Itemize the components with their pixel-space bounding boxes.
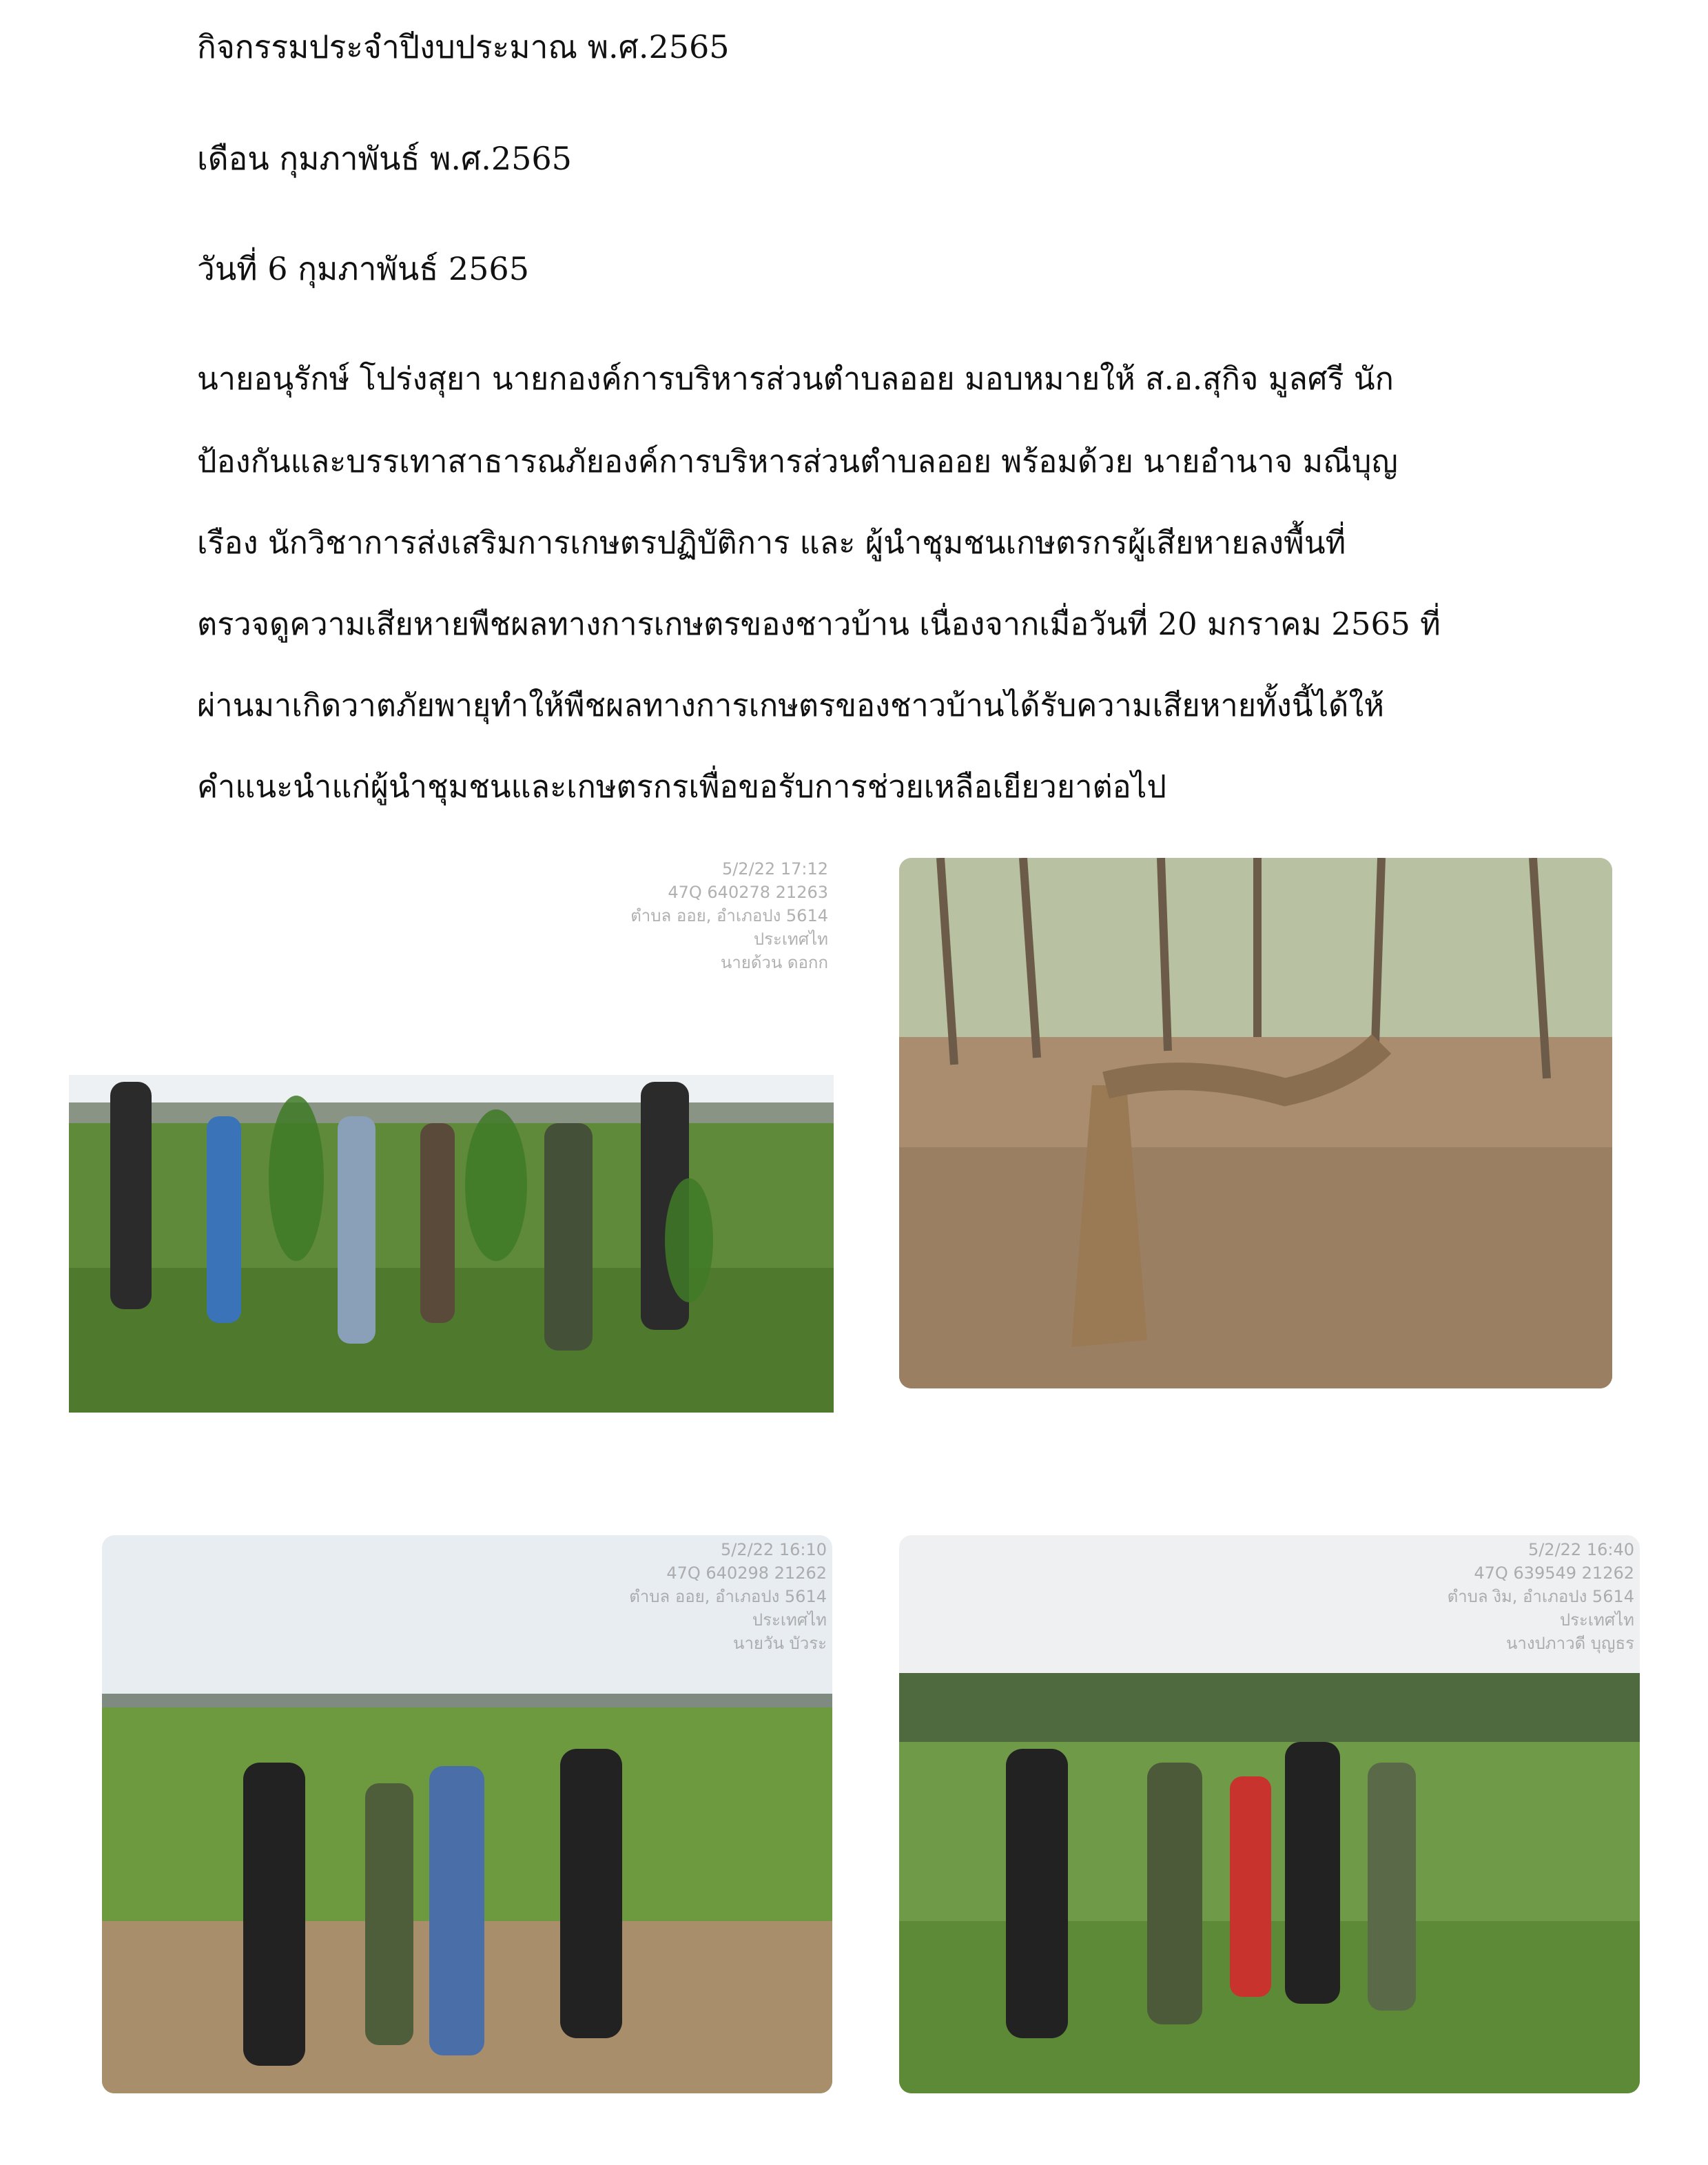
stamp-author: นายด้วน ดอกก: [720, 953, 828, 972]
stamp-time: 5/2/22 16:10: [720, 1540, 827, 1559]
stamp-location: ตำบล ออย, อำเภอปง 5614: [630, 906, 828, 925]
body-line-1: นายอนุรักษ์ โปร่งสุยา นายกองค์การบริหารส่วนตำบลออย มอบหมายให้ ส.อ.สุกิจ มูลศรี นัก: [197, 360, 1394, 397]
stamp-location: ตำบล ออย, อำเภอปง 5614: [629, 1587, 827, 1606]
stamp-time: 5/2/22 17:12: [721, 859, 828, 879]
body-line-3: เรือง นักวิชาการส่งเสริมการเกษตรปฏิบัติการ และ ผู้นำชุมชนเกษตรกรผู้เสียหายลงพื้นที่: [197, 524, 1346, 561]
photo-broken-tree-image: [899, 858, 1612, 1388]
stamp-coords: 47Q 640278 21263: [668, 883, 828, 902]
photo-3-stamp: [629, 1538, 827, 1655]
stamp-time: 5/2/22 16:40: [1527, 1540, 1634, 1559]
photo-group-field-1: [69, 854, 834, 1426]
photo-broken-tree: [899, 858, 1612, 1388]
body-line-5: ผ่านมาเกิดวาตภัยพายุทำให้พืชผลทางการเกษตรของชาวบ้านได้รับความเสียหายทั้งนี้ได้ให้: [197, 687, 1384, 724]
photo-4-stamp: [1448, 1538, 1634, 1655]
stamp-country: ประเทศไท: [752, 1610, 827, 1630]
month-line: เดือน กุมภาพันธ์ พ.ศ.2565: [197, 140, 572, 177]
stamp-coords: 47Q 639549 21262: [1474, 1563, 1634, 1583]
photo-group-field-3: [899, 1535, 1640, 2093]
stamp-author: นายวัน บัวระ: [733, 1634, 827, 1653]
body-line-4: ตรวจดูความเสียหายพืชผลทางการเกษตรของชาวบ้าน เนื่องจากเมื่อวันที่ 20 มกราคม 2565 ที่: [197, 606, 1441, 642]
stamp-country: ประเทศไท: [753, 930, 828, 949]
stamp-country: ประเทศไท: [1559, 1610, 1634, 1630]
stamp-location: ตำบล งิม, อำเภอปง 5614: [1447, 1587, 1634, 1606]
activity-title: กิจกรรมประจำปีงบประมาณ พ.ศ.2565: [197, 28, 730, 65]
photo-1-stamp: [630, 857, 828, 974]
stamp-author: นางปภาวดี บุญธร: [1505, 1634, 1634, 1653]
stamp-coords: 47Q 640298 21262: [666, 1563, 827, 1583]
photo-group-field-2: [102, 1535, 832, 2093]
body-line-6: คำแนะนำแก่ผู้นำชุมชนและเกษตรกรเพื่อขอรับการช่วยเหลือเยียวยาต่อไป: [197, 768, 1166, 805]
date-line: วันที่ 6 กุมภาพันธ์ 2565: [197, 250, 529, 287]
body-line-2: ป้องกันและบรรเทาสาธารณภัยองค์การบริหารส่วนตำบลออย พร้อมด้วย นายอำนาจ มณีบุญ: [197, 443, 1398, 480]
